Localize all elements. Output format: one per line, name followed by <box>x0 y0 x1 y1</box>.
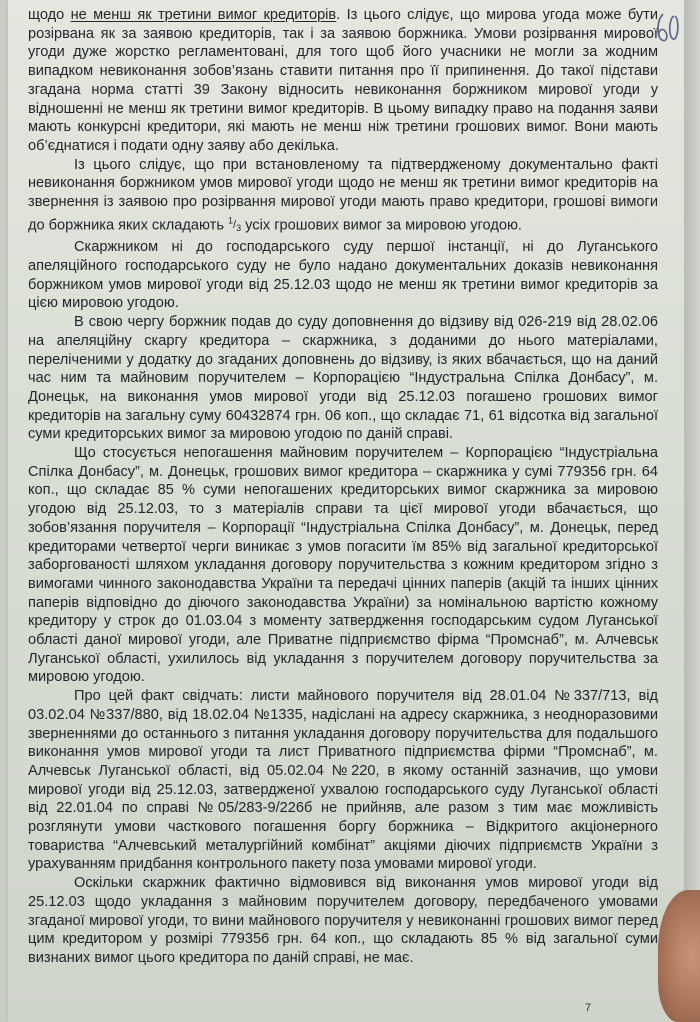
paragraph-7: Оскільки скаржник фактично відмовився від виконання умов мирової угоди від 25.12.03 щодо укладання з майновим поручителем договору, передбаченого умовами згаданої мирової угоди, то вини майнового поручителя у невиконанні грошових вимог перед цим кредитором у розмірі 779356 грн. 64 коп., що складають 85 % від загальної суми визнаних вимог цього кредитора по даній справі, не має. <box>28 875 658 966</box>
first-line-prefix: щодо <box>28 7 65 23</box>
document-page <box>8 0 684 1022</box>
paragraph-2 <box>28 156 658 239</box>
paragraph-2-tail: усіх грошових вимог за мировою угодою. <box>245 217 522 234</box>
fraction-one-third: $^1/_3$ <box>228 215 242 234</box>
handwritten-page-mark <box>654 8 682 48</box>
document-body <box>28 6 658 968</box>
paragraph-1: щодо не менш як третини вимог кредиторів. Із цього слідує, що мирова угода може бути розірвана як за заявою кредиторів, так і за заявою боржника. Умови розірвання мирової угоди дуже жорстко регламентовані, для того щоб його учасники не могли за жодним випадком невиконання зобов’язань ставити питання про її припинення. До такої підстави згадана норма статті 39 Закону відносить невиконання боржником мирової угоди у відношенні не менш як третини вимог кредиторів. В цьому випадку право на подання заяви мають конкурсні кредитори, які мають не менш ніж третини грошових вимог. Вони мають об’єднатися і подати одну заяву або декілька. <box>28 7 658 154</box>
page-number: 7 <box>585 1002 592 1014</box>
paragraph-6: Про цей факт свідчать: листи майнового поручителя від 28.01.04 №337/713, від 03.02.04 №337/880, від 18.02.04 №1335, надіслані на адресу скаржника, з неодноразовими зверненнями до останнього з питання укладання договору поручительства для подальшого виконання умов мирової угоди та лист Приватного підприємства фірми “Промснаб”, м. Алчевськ Луганської області, від 05.02.04 №220, в якому останній зазначив, що умови мирової угоди від 25.12.03, затвердженої ухвалою господарського суду Луганської області від 22.01.04 по справі №05/283-9/226б не прийняв, але разом з тим має можливість розглянути умови часткового погашення боргу боржника – Відкритого акціонерного товариства “Алчевський металургійний комбінат” акціями діючих підприємств України з урахуванням придбання контрольного пакету поза умовами мирової угоди. <box>28 688 658 873</box>
paragraph-4: В свою чергу боржник подав до суду доповнення до відзиву від 026-219 від 28.02.06 на апеляційну скаргу кредитора – скаржника, з доданими до нього матеріалами, переліченими у додатку до згаданих доповнень до відзиву, із яких вбачається, що на даний час ним та майновим поручителем – Корпорацією “Індустральна Спілка Донбасу”, м. Донецьк, на виконання умов мирової угоди від 25.12.03 погашено грошових вимог кредиторів на загальну суму 60432874 грн. 06 коп., що складає 71, 61 відсотка від загальної суми кредиторських вимог за мировою угодою по даній справі. <box>28 314 658 443</box>
paragraph-5: Що стосується непогашення майновим поручителем – Корпорацією “Індустріальна Спілка Донбасу”, м. Донецьк, грошових вимог кредитора – скаржника у сумі 779356 грн. 64 коп., що складає 85 % суми непогашених кредиторських вимог скаржника за мировою угодою від 25.12.03, то з матеріалів справи та цієї мирової угоди вбачається, що зобов’язання поручителя – Корпорації “Індустріальна Спілка Донбасу”, м. Донецьк, перед кредиторами четвертої черги виникає з умов погасити їм 85% від загальної кредиторської заборгованості шляхом укладання договору поручительства з кожним кредитором згідно з вимогами чинного законодавства України та передачі цінних паперів (акцій та інших цінних паперів відповідно до діючого законодавства України) за номінальною вартістю кожному кредитору у строк до 01.03.04 з моменту затвердження господарським судом Луганської області даної мирової угоди, але Приватне підприємство фірма “Промснаб”, м. Алчевськ Луганської області, ухилилось від укладання з поручителем договору поручительства за мировою угодою. <box>28 445 658 686</box>
paragraph-2-text: Із цього слідує, що при встановленому та підтвердженому документально факті невиконання боржником умов мирової угоди щодо не менш як третини вимог кредиторів на звернення із заявою про розірвання мирової угоди мають право кредитори, грошові вимоги до боржника яких складають <box>28 156 658 234</box>
paragraph-3: Скаржником ні до господарського суду першої інстанції, ні до Луганського апеляційного господарського суду не було надано документальних доказів невиконання боржником умов мирової угоди від 25.12.03 щодо не менш як третини вимог кредиторів за цією мировою угодою. <box>28 239 658 312</box>
page-edge-shadow <box>684 0 700 1022</box>
thumb-holding-page <box>658 890 700 1022</box>
fraction-denominator: 3 <box>236 223 242 234</box>
fraction-numerator: 1 <box>228 215 234 226</box>
paragraph-1-text: Із цього слідує, що мирова угода може бути розірвана як за заявою кредиторів, так і за заявою боржника. Умови розірвання мирової угоди дуже жорстко регламентовані, для того щоб його учасники не могли за жодним випадком невиконання зобов’язань ставити питання про її припинення. До такої підстави згадана норма статті 39 Закону відносить невиконання боржником мирової угоди у відношенні не менш як третини вимог кредиторів. В цьому випадку право на подання заяви мають конкурсні кредитори, які мають не менш ніж третини грошових вимог. Вони мають об’єднатися і подати одну заяву або декілька. <box>28 7 658 154</box>
underlined-phrase: не менш як третини вимог кредиторів <box>70 7 337 23</box>
